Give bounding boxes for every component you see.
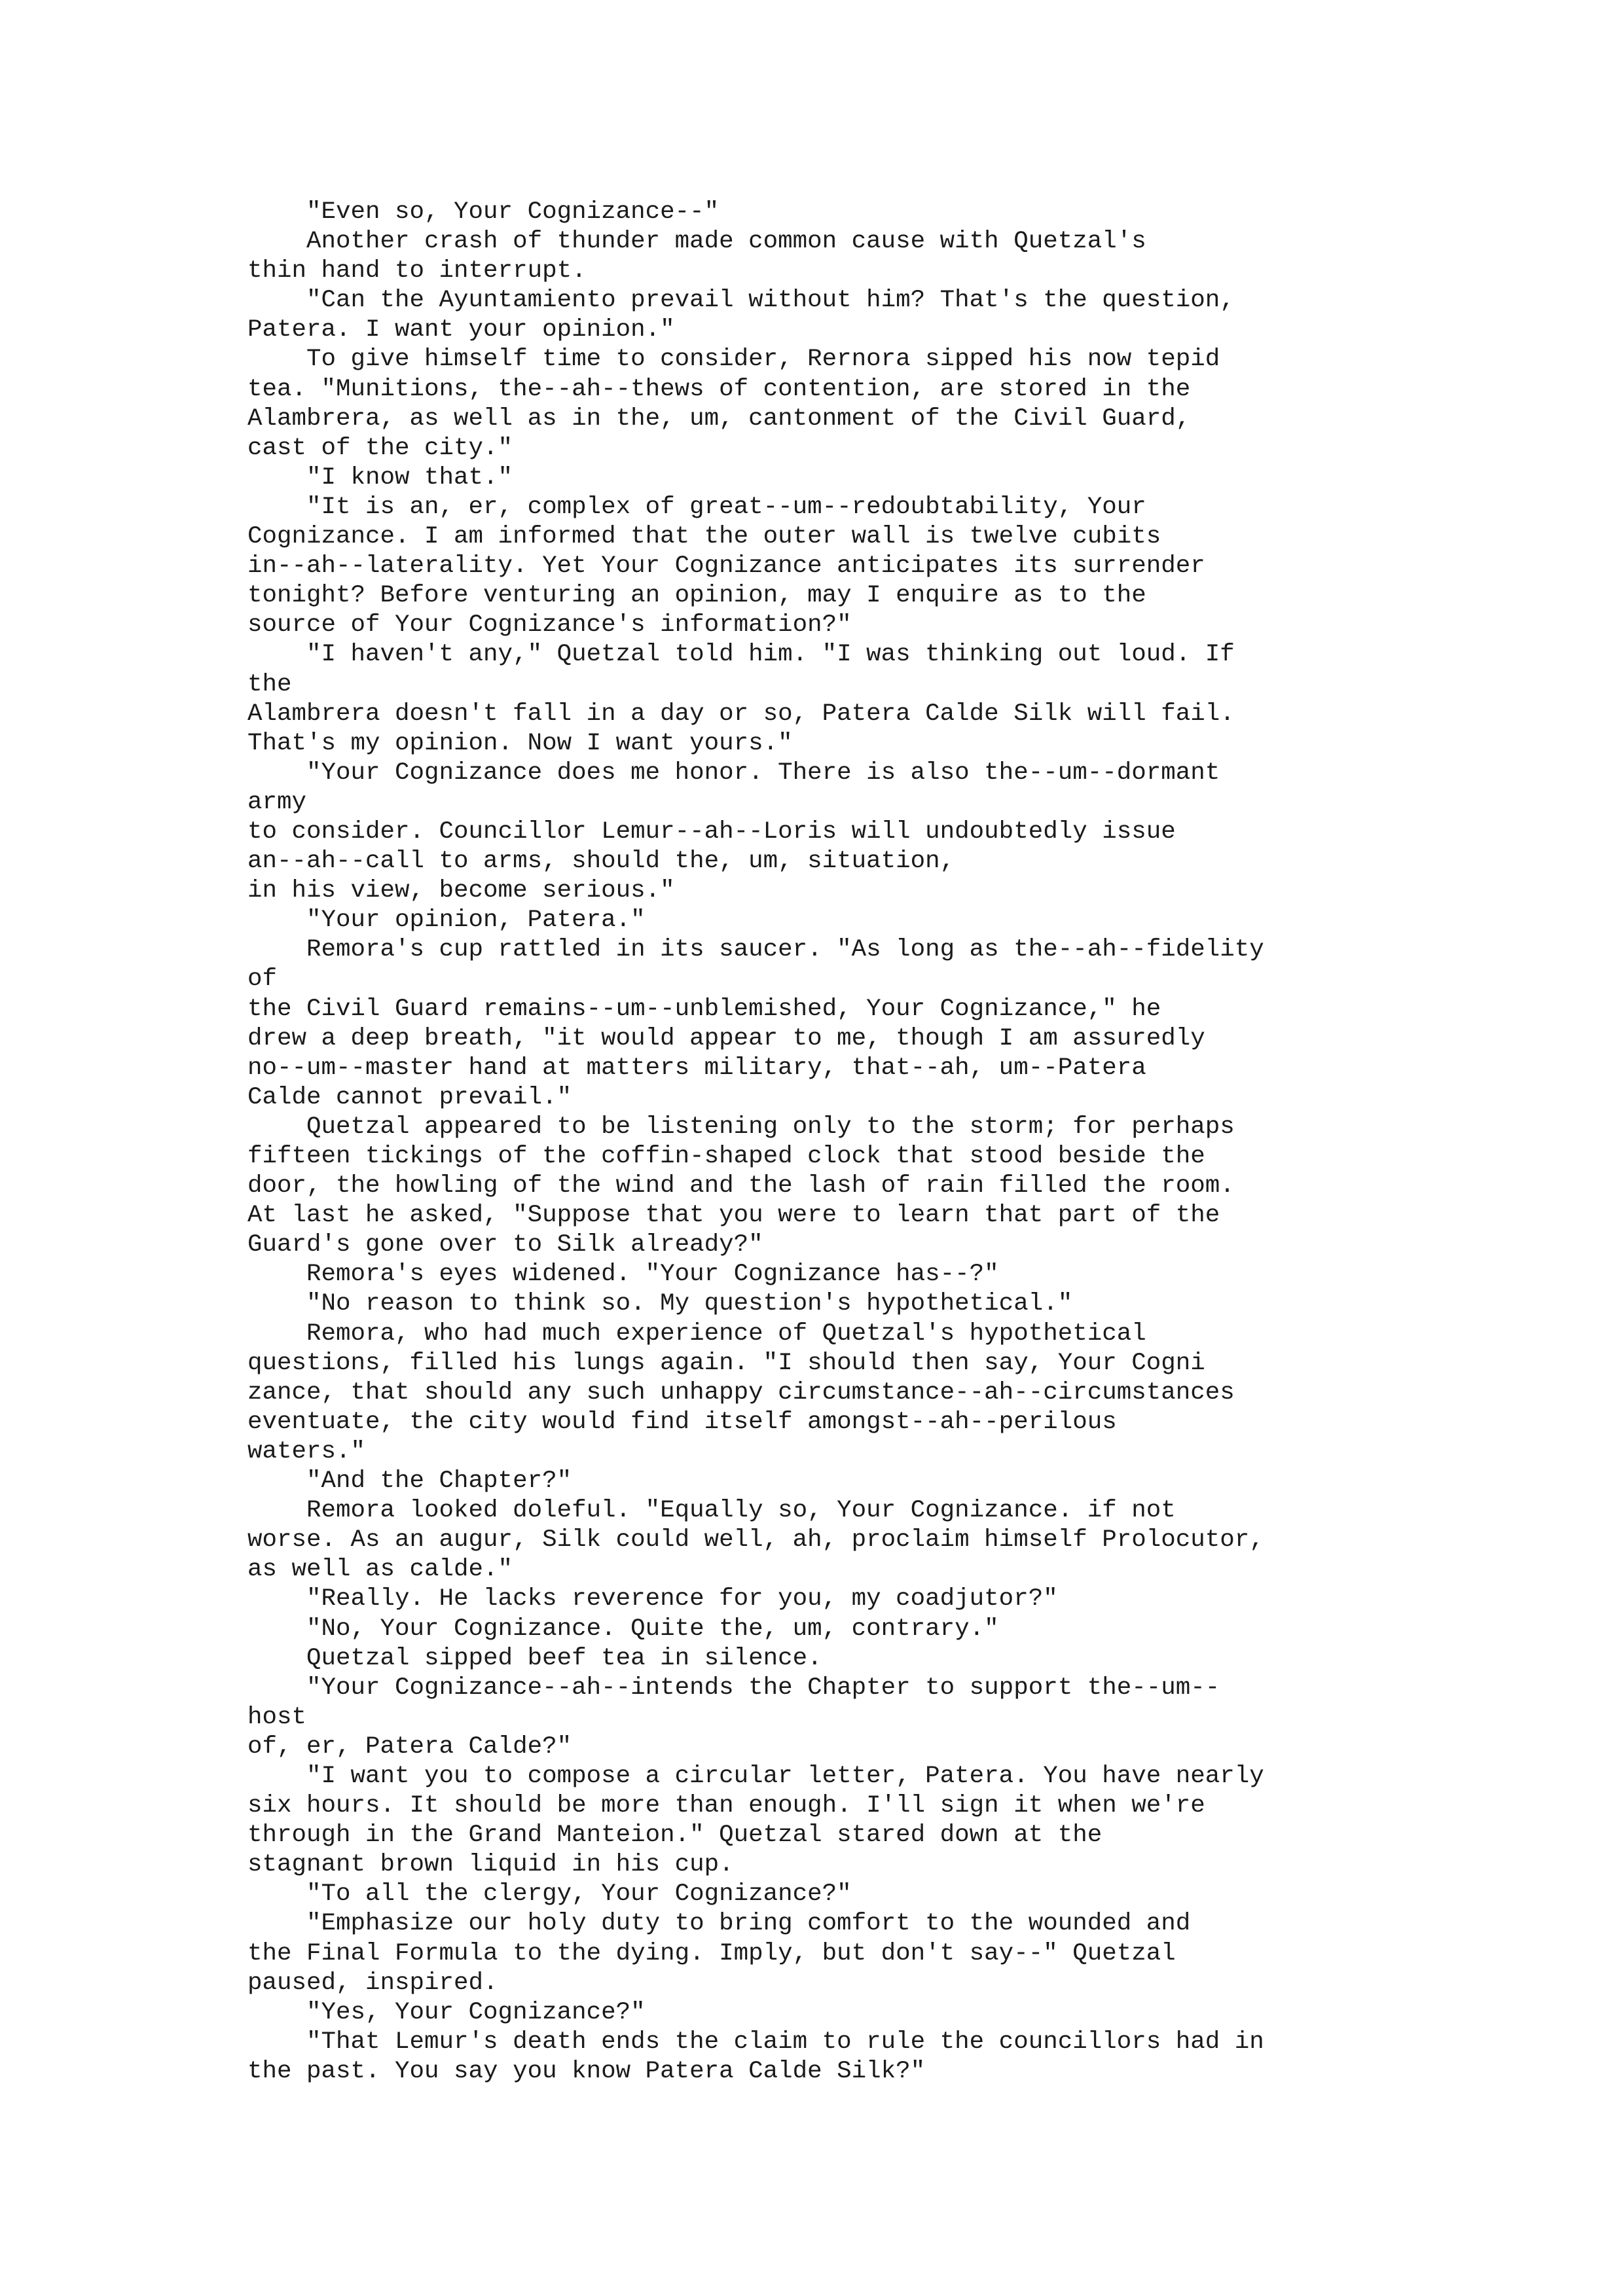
text-line: the Final Formula to the dying. Imply, but don't say--" Quetzal [247,1939,1176,1967]
text-line: "No, Your Cognizance. Quite the, um, contrary." [247,1615,999,1643]
text-line: in--ah--laterality. Yet Your Cognizance anticipates its surrender [247,552,1205,581]
body-text [247,198,1557,2087]
text-line: "That Lemur's death ends the claim to rule the councillors had in [247,2028,1264,2056]
text-line: "To all the clergy, Your Cognizance?" [247,1880,852,1909]
text-line: of, er, Patera Calde?" [247,1732,572,1761]
text-line: of [247,965,278,994]
text-line: source of Your Cognizance's information?" [247,611,852,639]
text-line: door, the howling of the wind and the lash of rain filled the room. [247,1172,1235,1200]
text-line: cast of the city." [247,434,513,462]
text-line: the [247,670,292,698]
text-line: host [247,1703,307,1731]
text-line: drew a deep breath, "it would appear to me, though I am assuredly [247,1024,1205,1052]
text-line: stagnant brown liquid in his cup. [247,1851,734,1879]
text-line: Alambrera, as well as in the, um, cantonment of the Civil Guard, [247,404,1191,433]
text-line: as well as calde." [247,1556,513,1584]
text-line: the Civil Guard remains--um--unblemished, Your Cognizance," he [247,995,1161,1023]
text-line: Calde cannot prevail." [247,1083,572,1111]
text-line: tonight? Before venturing an opinion, may I enquire as to the [247,582,1146,610]
text-line: "I want you to compose a circular letter, Patera. You have nearly [247,1762,1264,1790]
text-line: no--um--master hand at matters military, that--ah, um--Patera [247,1054,1146,1082]
text-line: "Emphasize our holy duty to bring comfort to the wounded and [247,1910,1191,1938]
text-line: Remora's eyes widened. "Your Cognizance has--?" [247,1261,999,1289]
text-line: the past. You say you know Patera Calde Silk?" [247,2057,926,2085]
text-line: "It is an, er, complex of great--um--redoubtability, Your [247,493,1146,521]
text-line: "Your Cognizance does me honor. There is also the--um--dormant [247,759,1220,787]
text-line: "Can the Ayuntamiento prevail without him? That's the question, [247,287,1235,315]
text-line: army [247,788,307,816]
text-line: Alambrera doesn't fall in a day or so, Patera Calde Silk will fail. [247,700,1235,728]
text-line: "And the Chapter?" [247,1467,572,1496]
text-line: waters." [247,1437,366,1465]
text-line: an--ah--call to arms, should the, um, situation, [247,848,955,876]
text-line: Guard's gone over to Silk already?" [247,1231,763,1259]
text-line: "Yes, Your Cognizance?" [247,1998,646,2026]
text-line: "I haven't any," Quetzal told him. "I was thinking out loud. If [247,641,1235,669]
text-line: zance, that should any such unhappy circumstance--ah--circumstances [247,1378,1235,1407]
text-line: thin hand to interrupt. [247,257,587,285]
text-line: "Even so, Your Cognizance--" [247,198,720,226]
text-line: worse. As an augur, Silk could well, ah, proclaim himself Prolocutor, [247,1526,1264,1554]
text-line: through in the Grand Manteion." Quetzal stared down at the [247,1821,1103,1850]
text-line: "Your Cognizance--ah--intends the Chapter to support the--um-- [247,1674,1220,1702]
text-line: in his view, become serious." [247,877,675,905]
text-line: questions, filled his lungs again. "I should then say, Your Cogni [247,1349,1205,1377]
text-line: At last he asked, "Suppose that you were to learn that part of the [247,1202,1220,1230]
text-line: Remora, who had much experience of Quetzal's hypothetical [247,1319,1146,1348]
text-line: "Really. He lacks reverence for you, my coadjutor?" [247,1585,1058,1613]
text-line: That's my opinion. Now I want yours." [247,729,793,757]
text-line: eventuate, the city would find itself amongst--ah--perilous [247,1408,1117,1436]
text-line: Remora's cup rattled in its saucer. "As long as the--ah--fidelity [247,936,1264,964]
text-line: Quetzal appeared to be listening only to the storm; for perhaps [247,1113,1235,1141]
text-line: fifteen tickings of the coffin-shaped clock that stood beside the [247,1143,1205,1170]
text-line: Cognizance. I am informed that the outer wall is twelve cubits [247,523,1161,551]
text-line: "I know that." [247,463,513,492]
text-line: Remora looked doleful. "Equally so, Your Cognizance. if not [247,1497,1176,1525]
text-line: Patera. I want your opinion." [247,316,675,344]
text-line: "No reason to think so. My question's hypothetical." [247,1290,1073,1318]
text-line: tea. "Munitions, the--ah--thews of contention, are stored in the [247,375,1191,403]
text-line: Quetzal sipped beef tea in silence. [247,1644,822,1672]
text-line: six hours. It should be more than enough. I'll sign it when we're [247,1792,1205,1820]
text-line: Another crash of thunder made common cause with Quetzal's [247,228,1146,256]
text-line: "Your opinion, Patera." [247,906,646,935]
text-line: paused, inspired. [247,1969,498,1997]
text-line: to consider. Councillor Lemur--ah--Loris will undoubtedly issue [247,817,1176,846]
text-line: To give himself time to consider, Rernora sipped his now tepid [247,346,1220,374]
